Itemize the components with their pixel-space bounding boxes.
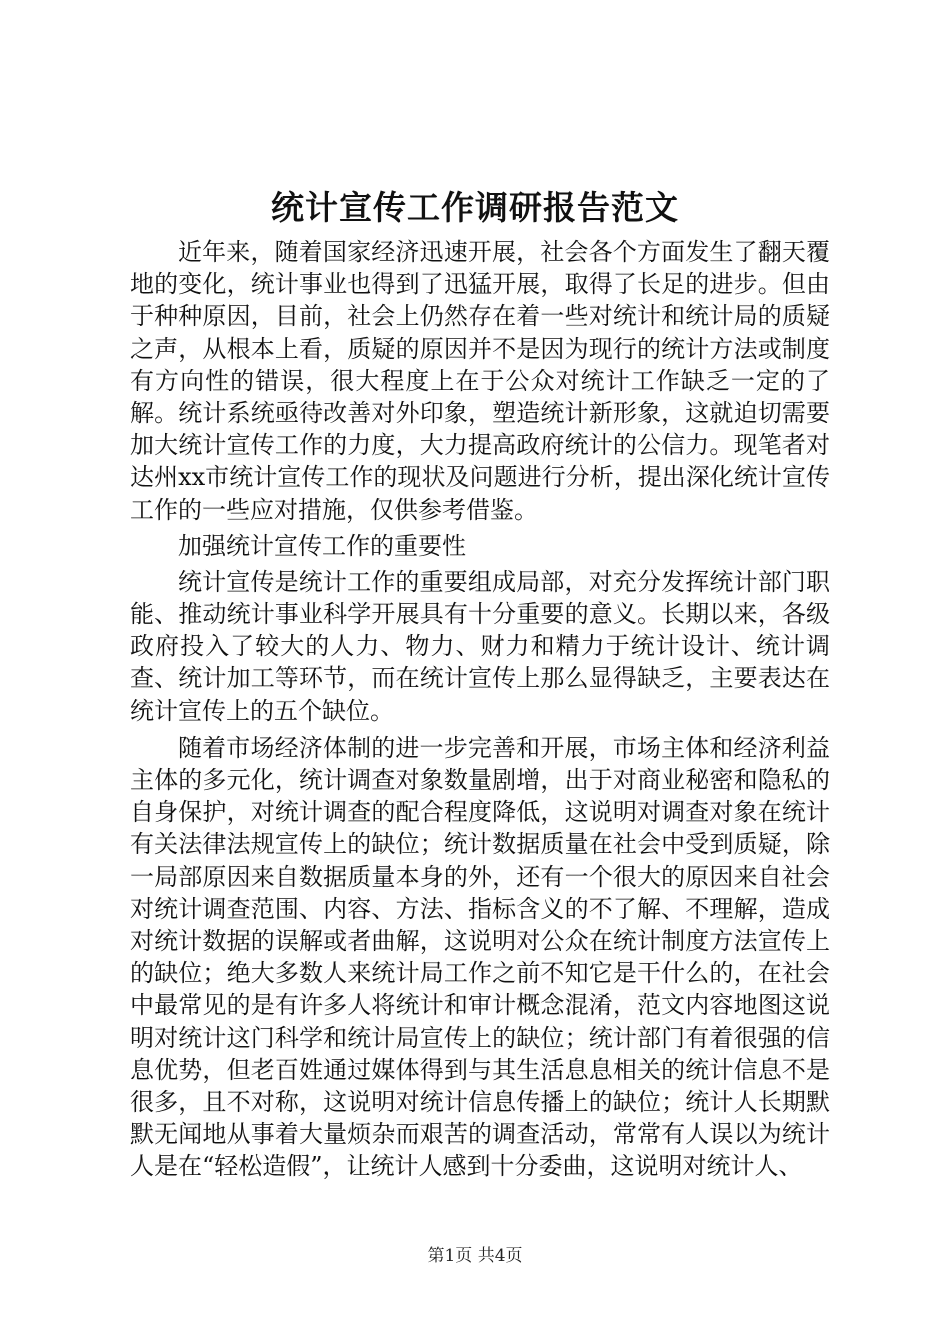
- body-paragraph: 随着市场经济体制的进一步完善和开展，市场主体和经济利益主体的多元化，统计调查对象数量剧增，出于对商业秘密和隐私的自身保护，对统计调查的配合程度降低，这说明对调查对象在统计有关法律法规宣传上的缺位；统计数据质量在社会中受到质疑，除一局部原因来自数据质量本身的外，还有一个很大的原因来自社会对统计调查范围、内容、方法、指标含义的不了解、不理解，造成对统计数据的误解或者曲解，这说明对公众在统计制度方法宣传上的缺位；绝大多数人来统计局工作之前不知它是干什么的，在社会中最常见的是有许多人将统计和审计概念混淆，范文内容地图这说明对统计这门科学和统计局宣传上的缺位；统计部门有着很强的信息优势，但老百姓通过媒体得到与其生活息息相关的统计信息不是很多，且不对称，这说明对统计信息传播上的缺位；统计人长期默默无闻地从事着大量烦杂而艰苦的调查活动，常常有人误以为统计人是在“轻松造假”，让统计人感到十分委曲，这说明对统计人、: [130, 733, 830, 1181]
- section-heading: 加强统计宣传工作的重要性: [178, 531, 466, 560]
- document-title: 统计宣传工作调研报告范文: [271, 188, 679, 227]
- intro-paragraph: 近年来，随着国家经济迅速开展，社会各个方面发生了翻天覆地的变化，统计事业也得到了迅猛开展，取得了长足的进步。但由于种种原因，目前，社会上仍然存在着一些对统计和统计局的质疑之声，从根本上看，质疑的原因并不是因为现行的统计方法或制度有方向性的错误，很大程度上在于公众对统计工作缺乏一定的了解。统计系统亟待改善对外印象，塑造统计新形象，这就迫切需要加大统计宣传工作的力度，大力提高政府统计的公信力。现笔者对达州xx市统计宣传工作的现状及问题进行分析，提出深化统计宣传工作的一些应对措施，仅供参考借鉴。: [130, 238, 830, 524]
- page-footer: 第1页 共4页: [427, 1246, 523, 1266]
- body-paragraph: 统计宣传是统计工作的重要组成局部，对充分发挥统计部门职能、推动统计事业科学开展具有十分重要的意义。长期以来，各级政府投入了较大的人力、物力、财力和精力于统计设计、统计调查、统计加工等环节，而在统计宣传上那么显得缺乏，主要表达在统计宣传上的五个缺位。: [130, 567, 830, 725]
- document-body: [130, 236, 830, 1183]
